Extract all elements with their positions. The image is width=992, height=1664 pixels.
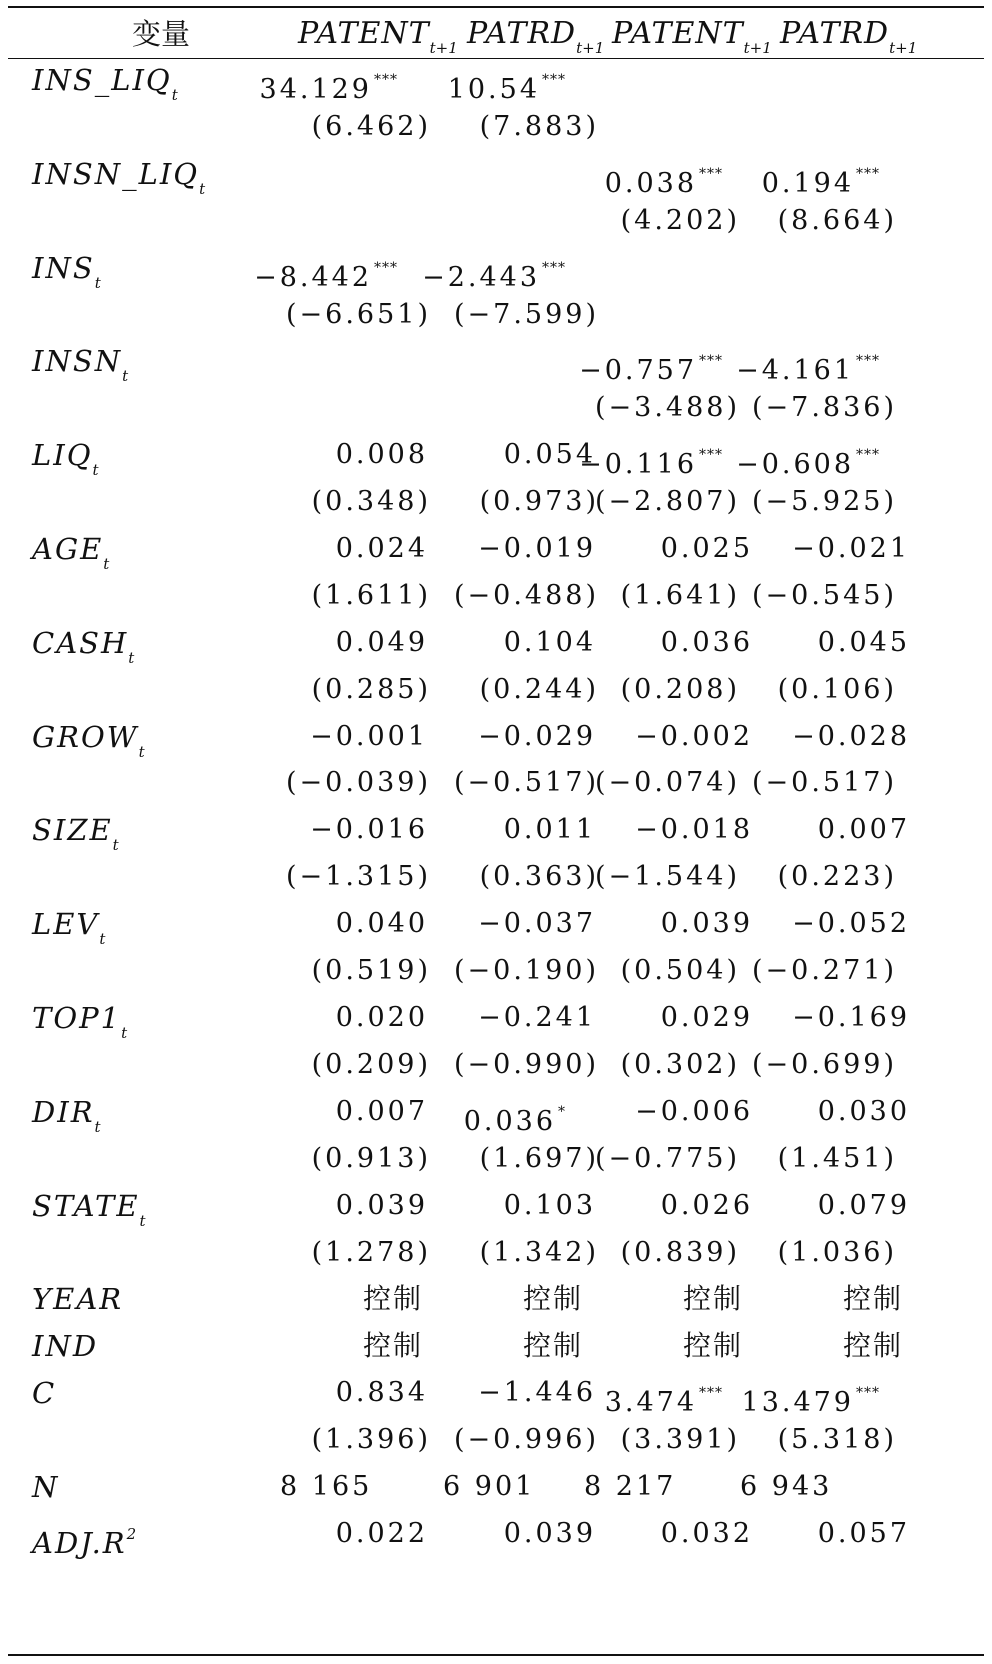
row-label: $GROW_t$ [32,720,145,761]
tstat-cell: (−6.651) [286,299,431,330]
tstat-cell: (4.202) [620,205,740,236]
tstat-cell: (0.519) [311,955,431,986]
row-label: $INSN\_LIQ_t$ [32,157,206,198]
row-label: $STATE_t$ [32,1189,146,1230]
control-cell: 控制 [682,1329,743,1362]
n-cell: 6 901 [443,1471,536,1502]
coef-cell: 0.024 [335,533,428,564]
coef-cell: 0.834 [335,1377,428,1408]
coef-cell: −0.029 [478,721,596,752]
coef-row [8,994,984,1042]
adj-r2-row [8,1510,984,1558]
tstat-cell: (0.913) [311,1143,431,1174]
tstat-cell: (5.318) [777,1424,897,1455]
coef-cell: −0.037 [478,908,596,939]
row-label: IND [32,1329,99,1363]
coef-row [8,900,984,948]
control-cell: 控制 [522,1282,583,1315]
row-label: $SIZE_t$ [32,813,119,854]
row-label: $ADJ.R^2$ [32,1525,137,1560]
tstat-cell: (0.348) [311,486,431,517]
coef-cell: 34.129 *** [259,72,398,105]
control-cell: 控制 [522,1329,583,1362]
tstat-cell: (0.208) [620,674,740,705]
coef-row [8,806,984,854]
coef-row [8,244,984,292]
tstat-row [8,197,984,245]
r2-cell: 0.039 [503,1518,596,1549]
tstat-row [8,853,984,901]
control-cell: 控制 [682,1282,743,1315]
tstat-cell: (0.209) [311,1049,431,1080]
row-label: $INSN_t$ [32,344,129,385]
tstat-cell: (6.462) [311,111,431,142]
coef-cell: 0.011 [503,814,596,845]
coef-row [8,431,984,479]
coef-row [8,525,984,573]
row-label: N [32,1470,60,1504]
tstat-cell: (−0.775) [595,1143,740,1174]
tstat-cell: (−0.990) [454,1049,599,1080]
control-row [8,1275,984,1323]
tstat-cell: (−0.517) [752,767,897,798]
coef-cell: 0.029 [660,1002,753,1033]
tstat-row [8,1135,984,1183]
tstat-cell: (0.504) [620,955,740,986]
row-label: $CASH_t$ [32,626,135,667]
control-cell: 控制 [362,1329,423,1362]
tstat-cell: (0.285) [311,674,431,705]
row-label: $LEV_t$ [32,907,106,948]
tstat-row [8,291,984,339]
row-label: $TOP1_t$ [32,1001,128,1042]
row-label: $INS\_LIQ_t$ [32,63,178,104]
coef-cell: −0.021 [792,533,910,564]
tstat-cell: (−0.039) [286,767,431,798]
coef-row [8,337,984,385]
row-label: C [32,1376,57,1410]
n-cell: 6 943 [740,1471,833,1502]
table-bottom-rule [8,1654,984,1656]
coef-row [8,619,984,667]
coef-cell: −2.443 *** [422,260,566,293]
tstat-cell: (−0.271) [752,955,897,986]
tstat-cell: (1.611) [311,580,431,611]
tstat-row [8,572,984,620]
coef-cell: 0.039 [335,1190,428,1221]
tstat-row [8,478,984,526]
coef-cell: −0.028 [792,721,910,752]
tstat-row [8,947,984,995]
tstat-cell: (−0.190) [454,955,599,986]
tstat-cell: (0.973) [479,486,599,517]
coef-cell: −0.019 [478,533,596,564]
coef-cell: −0.169 [792,1002,910,1033]
coef-cell: −0.241 [478,1002,596,1033]
tstat-cell: (0.106) [777,674,897,705]
tstat-row [8,1041,984,1089]
coef-cell: −0.016 [310,814,428,845]
tstat-row [8,1229,984,1277]
tstat-cell: (−0.517) [454,767,599,798]
tstat-cell: (1.342) [479,1237,599,1268]
n-row [8,1463,984,1511]
control-row [8,1322,984,1370]
tstat-cell: (−1.315) [286,861,431,892]
coef-cell: −0.116 *** [579,447,723,480]
coef-cell: 0.045 [817,627,910,658]
coef-row [8,1369,984,1417]
tstat-cell: (−0.996) [454,1424,599,1455]
tstat-cell: (−1.544) [595,861,740,892]
coef-cell: 0.026 [660,1190,753,1221]
row-label: $LIQ_t$ [32,438,99,479]
coef-cell: 0.030 [817,1096,910,1127]
coef-cell: 0.036 * [463,1104,566,1137]
coef-cell: 0.039 [660,908,753,939]
coef-row [8,713,984,761]
tstat-cell: (7.883) [479,111,599,142]
tstat-row [8,666,984,714]
coef-cell: 0.054 [503,439,596,470]
coef-cell: −0.052 [792,908,910,939]
coef-cell: 10.54 *** [447,72,566,105]
coef-cell: −8.442 *** [254,260,398,293]
tstat-cell: (3.391) [620,1424,740,1455]
tstat-cell: (1.697) [479,1143,599,1174]
control-cell: 控制 [842,1282,903,1315]
coef-row [8,150,984,198]
coef-cell: 0.079 [817,1190,910,1221]
coef-cell: 0.194 *** [761,166,880,199]
header-col-3: $PATENT_{t+1}$ [612,16,772,57]
row-label: $DIR_t$ [32,1095,101,1136]
coef-cell: 0.020 [335,1002,428,1033]
coef-cell: 3.474 *** [604,1385,723,1418]
tstat-row [8,1416,984,1464]
tstat-cell: (−2.807) [595,486,740,517]
tstat-cell: (−5.925) [752,486,897,517]
tstat-cell: (−7.599) [454,299,599,330]
coef-cell: 0.104 [503,627,596,658]
tstat-cell: (−0.699) [752,1049,897,1080]
coef-cell: −0.001 [310,721,428,752]
r2-cell: 0.057 [817,1518,910,1549]
coef-cell: 13.479 *** [741,1385,880,1418]
tstat-cell: (0.302) [620,1049,740,1080]
coef-cell: −4.161 *** [736,353,880,386]
tstat-cell: (0.839) [620,1237,740,1268]
tstat-row [8,384,984,432]
coef-cell: 0.049 [335,627,428,658]
tstat-cell: (1.396) [311,1424,431,1455]
r2-cell: 0.022 [335,1518,428,1549]
tstat-cell: (8.664) [777,205,897,236]
coef-row [8,1088,984,1136]
tstat-cell: (−0.545) [752,580,897,611]
coef-cell: 0.038 *** [604,166,723,199]
header-variable: 变量 [132,17,191,51]
header-col-1: $PATENT_{t+1}$ [298,16,458,57]
tstat-cell: (−0.074) [595,767,740,798]
coef-cell: 0.040 [335,908,428,939]
tstat-cell: (−3.488) [595,392,740,423]
coef-row [8,56,984,104]
tstat-cell: (−7.836) [752,392,897,423]
coef-cell: −0.002 [635,721,753,752]
tstat-cell: (0.244) [479,674,599,705]
coef-cell: −1.446 [478,1377,596,1408]
coef-row [8,1182,984,1230]
coef-cell: 0.036 [660,627,753,658]
coef-cell: −0.018 [635,814,753,845]
coef-cell: −0.608 *** [736,447,880,480]
coef-cell: −0.757 *** [579,353,723,386]
tstat-cell: (1.036) [777,1237,897,1268]
row-label: $AGE_t$ [32,532,110,573]
tstat-cell: (1.278) [311,1237,431,1268]
tstat-cell: (1.641) [620,580,740,611]
row-label: YEAR [32,1282,124,1316]
control-cell: 控制 [362,1282,423,1315]
coef-cell: 0.008 [335,439,428,470]
coef-cell: 0.103 [503,1190,596,1221]
table-top-rule [8,6,984,8]
r2-cell: 0.032 [660,1518,753,1549]
tstat-cell: (1.451) [777,1143,897,1174]
n-cell: 8 217 [584,1471,677,1502]
n-cell: 8 165 [280,1471,373,1502]
tstat-row [8,103,984,151]
tstat-row [8,759,984,807]
header-col-2: $PATRD_{t+1}$ [467,16,605,57]
tstat-cell: (0.223) [777,861,897,892]
tstat-cell: (0.363) [479,861,599,892]
coef-cell: 0.025 [660,533,753,564]
coef-cell: −0.006 [635,1096,753,1127]
coef-cell: 0.007 [335,1096,428,1127]
tstat-cell: (−0.488) [454,580,599,611]
coef-cell: 0.007 [817,814,910,845]
header-col-4: $PATRD_{t+1}$ [780,16,918,57]
control-cell: 控制 [842,1329,903,1362]
row-label: $INS_t$ [32,251,101,292]
